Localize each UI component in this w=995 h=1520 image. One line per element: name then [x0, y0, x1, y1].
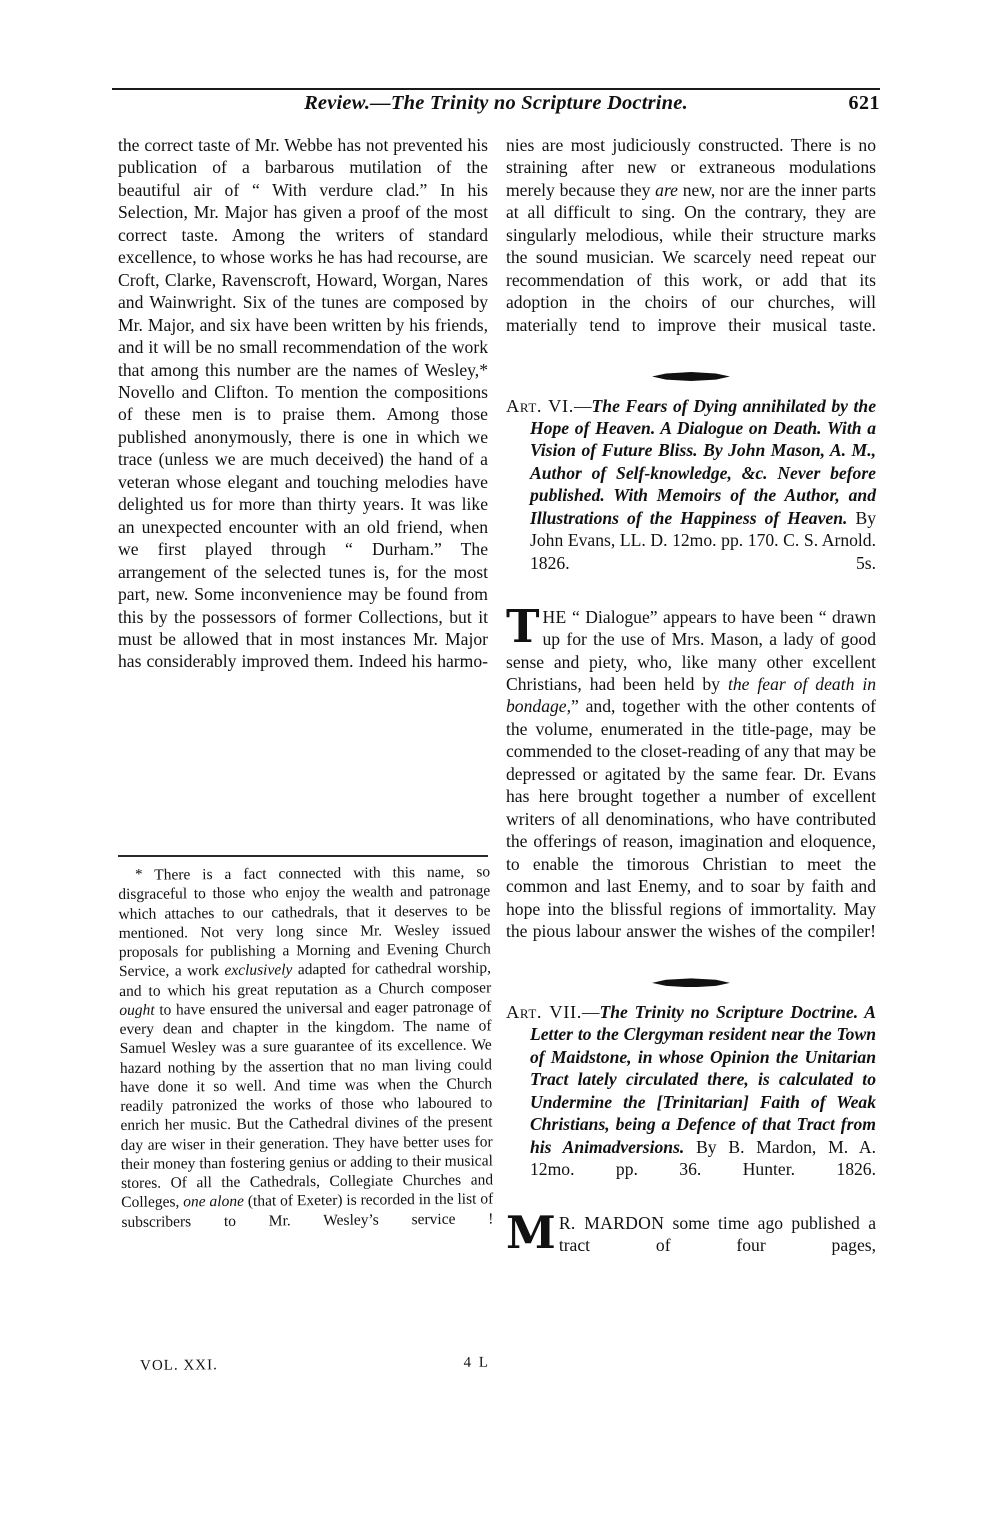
left-continued-paragraph: the correct taste of Mr. Webbe has not prevented his publication of a barbarous mutilation of the beautiful air of “ With verdure clad.” In his Selection, Mr. Major has given a proof of the most correct taste. Among the writers of standard excellence, to whose works he has had recourse, are Croft, Clarke, Ravenscroft, Howard, Worgan, Nares and Wainwright. Six of the tunes are composed by Mr. Major, and six have been written by his friends, and it will be no small recommendation of the work that among this number are the names of Wesley,* Novello and Clifton. To mention the compositions of these men is to praise them. Among those published anonymously, there is one in which we trace (unless we are much deceived) the hand of a veteran whose elegant and touching melodies have delighted us for more than thirty years. It was like an unexpected encounter with an old friend, when we first played through “ Durham.” The arrangement of the selected tunes is, for the most part, new. Some inconvenience may be found from this by the possessors of former Collections, but it must be allowed that in most instances Mr. Major has considerably improved them. Indeed his harmo- — [118, 135, 488, 672]
review-vi-text-2: ” and, together with the other contents of the volume, enumerated in the title-page, may be commended to the closet-reading of any that may be depressed or agitated by the same fear. Dr. Evans has here brought together a number of excellent writers of all denominations, who have contributed the offerings of reason, imagination and eloquence, to enable the timorous Christian to meet the common and last Enemy, and to soar by faith and hope into the blissful regions of immortality. May the pious labour answer the wishes of the compiler! — [506, 696, 876, 941]
right-continued-paragraph — [506, 134, 876, 359]
lozenge-ornament-icon — [652, 978, 730, 987]
signature-mark: 4 L — [463, 1354, 491, 1371]
article-vii-heading — [506, 1001, 876, 1203]
volume-signature-line — [140, 1355, 490, 1375]
left-column — [118, 134, 488, 695]
article-vi-heading — [506, 395, 876, 597]
article-vii-title: The Trinity no Scripture Doctrine. A Letter to the Clergyman resident near the Town of Maidstone, in whose Opinion the Unitarian Tract lately circulated there, is calculated to Undermine the [Trinitarian] Faith of Weak Christians, being a Defence of that Tract from his Animadversions. — [530, 1001, 876, 1157]
review-vi-italic-1: the fear of death in bondage, — [506, 673, 876, 717]
review-vii-lead-caps: R. MARDON — [558, 1212, 665, 1233]
header-rule — [112, 88, 880, 90]
dropcap-m: M — [506, 1205, 556, 1259]
footnote-part-2: adapted for cathedral worship, and to which his great reputation as a Church composer — [119, 959, 492, 1000]
running-head — [112, 92, 880, 122]
footnote-text — [118, 862, 494, 1251]
review-vi-text-1: “ Dialogue” appears to have been “ drawn up for the use of Mrs. Mason, a lady of good sense and piety, who, like many other excellent Christians, had been held by — [506, 606, 876, 694]
footnote-part-3: to have ensured the universal and eager patronage of every dean and chapter in the kingdom. The name of Samuel Wesley was a sure guarantee of its excellence. We hazard nothing by the assertion that no man living could have done it so well. And time was when the Church readily patronized the works of those who laboured to enrich her music. But the Cathedral divines of the present day are wiser in their generation. They have better uses for their money than fostering genius or adding to their musical stores. Of all the Cathedrals, Collegiate Churches and Colleges, — [119, 998, 494, 1212]
article-vi-title: The Fears of Dying annihilated by the Hope of Heaven. A Dialogue on Death. With a Vision of Future Bliss. By John Mason, A. M., Author of Self-knowledge, &c. Never before published. With Memoirs of the Author, and Illustrations of the Happiness of Heaven. — [530, 395, 877, 528]
review-vi-paragraph — [506, 599, 876, 965]
article-vi-dash: — — [573, 395, 592, 416]
article-vii-imprint: By B. Mardon, M. A. 12mo. pp. 36. Hunter. 1826. — [530, 1136, 876, 1180]
page-folio-number: 621 — [848, 92, 880, 114]
right-continued-part-2: new, nor are the inner parts at all difficult to sing. On the contrary, they are singularly melodious, while their structure marks the sound musician. We scarcely need repeat our recommendation of this work, or add that its adoption in the choirs of our churches, will materially tend to improve their musical taste. — [506, 179, 876, 335]
footnote-block — [118, 862, 494, 1251]
footnote-italic-1: exclusively — [224, 961, 293, 980]
ornament-divider-1 — [506, 368, 876, 386]
dropcap-t: T — [506, 599, 540, 653]
review-vi-lead-caps: HE — [542, 606, 567, 627]
footnote-marker: * — [135, 866, 143, 883]
right-column — [506, 134, 876, 1279]
lozenge-ornament-icon — [652, 372, 730, 381]
footnote-italic-2: ought — [119, 1001, 155, 1019]
footnote-italic-3: one alone — [183, 1193, 245, 1211]
right-continued-part-1: nies are most judiciously constructed. There is no straining after new or extraneous modulations merely because they — [506, 135, 876, 200]
article-vii-label: Art. VII. — [506, 1001, 582, 1022]
footnote-part-1: There is a fact connected with this name, so disgraceful to those who enjoy the wealth and patronage which attaches to our cathedrals, that it deserves to be mentioned. Not very long since Mr. Wesley issued proposals for publishing a Morning and Evening Church Service, a work — [118, 863, 491, 981]
article-vi-label: Art. VI. — [506, 395, 574, 416]
volume-label: VOL. XXI. — [140, 1357, 218, 1374]
running-head-title: Review.—The Trinity no Scripture Doctrine. — [304, 92, 688, 114]
review-vii-text-1: some time ago published a tract of four pages, — [558, 1212, 876, 1256]
review-vii-paragraph — [506, 1205, 876, 1279]
article-vii-dash: — — [581, 1001, 600, 1022]
footnote-part-4: (that of Exeter) is recorded in the list of subscribers to Mr. Wesley’s service ! — [121, 1190, 494, 1231]
article-vi-imprint: By John Evans, LL. D. 12mo. pp. 170. C. S. Arnold. 1826. 5s. — [530, 507, 876, 573]
ornament-divider-2 — [506, 974, 876, 992]
footnote-separator-rule — [118, 855, 488, 857]
right-continued-italic: are — [655, 179, 678, 200]
